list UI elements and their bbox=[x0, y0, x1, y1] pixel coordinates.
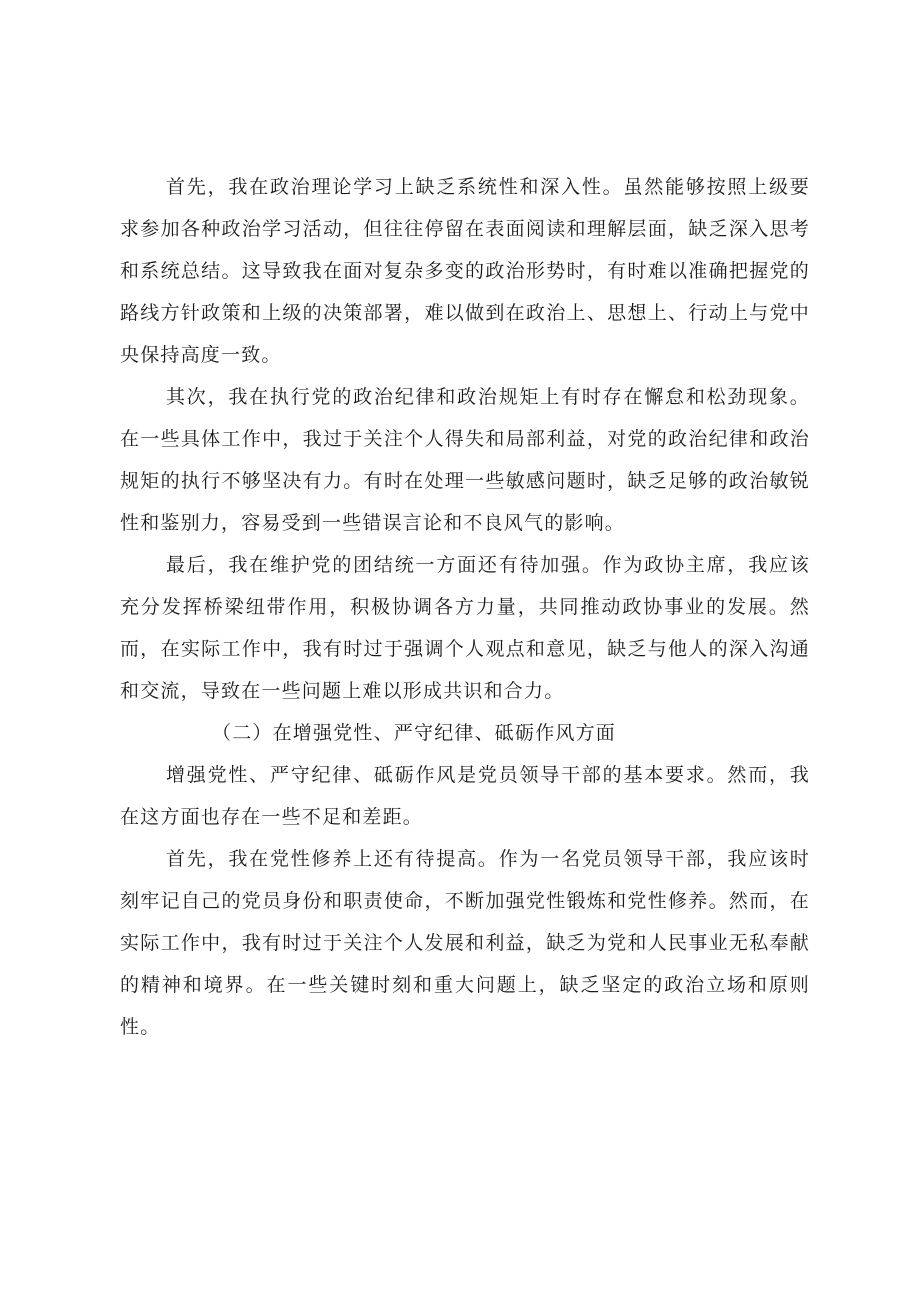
paragraph-political-discipline: 其次，我在执行党的政治纪律和政治规矩上有时存在懈怠和松劲现象。在一些具体工作中，我过于关注个人得失和局部利益，对党的政治纪律和政治规矩的执行不够坚决有力。有时在处理一些敏感问题时，缺乏足够的政治敏锐性和鉴别力，容易受到一些错误言论和不良风气的影响。 bbox=[120, 386, 810, 534]
paragraph-political-theory: 首先，我在政治理论学习上缺乏系统性和深入性。虽然能够按照上级要求参加各种政治学习活动，但往往停留在表面阅读和理解层面，缺乏深入思考和系统总结。这导致我在面对复杂多变的政治形势时，有时难以准确把握党的路线方针政策和上级的决策部署，难以做到在政治上、思想上、行动上与党中央保持高度一致。 bbox=[120, 176, 810, 366]
section-heading: （二）在增强党性、严守纪律、砥砺作风方面 bbox=[212, 722, 617, 744]
document-body bbox=[120, 166, 810, 1048]
paragraph-party-spirit: 首先，我在党性修养上还有待提高。作为一名党员领导干部，我应该时刻牢记自己的党员身份和职责使命，不断加强党性锻炼和党性修养。然而，在实际工作中，我有时过于关注个人发展和利益，缺乏为党和人民事业无私奉献的精神和境界。在一些关键时刻和重大问题上，缺乏坚定的政治立场和原则性。 bbox=[120, 848, 810, 1038]
paragraph-party-unity: 最后，我在维护党的团结统一方面还有待加强。作为政协主席，我应该充分发挥桥梁纽带作用，积极协调各方力量，共同推动政协事业的发展。然而，在实际工作中，我有时过于强调个人观点和意见，缺乏与他人的深入沟通和交流，导致在一些问题上难以形成共识和合力。 bbox=[120, 554, 810, 702]
paragraph-section-intro: 增强党性、严守纪律、砥砺作风是党员领导干部的基本要求。然而，我在这方面也存在一些不足和差距。 bbox=[120, 764, 810, 828]
